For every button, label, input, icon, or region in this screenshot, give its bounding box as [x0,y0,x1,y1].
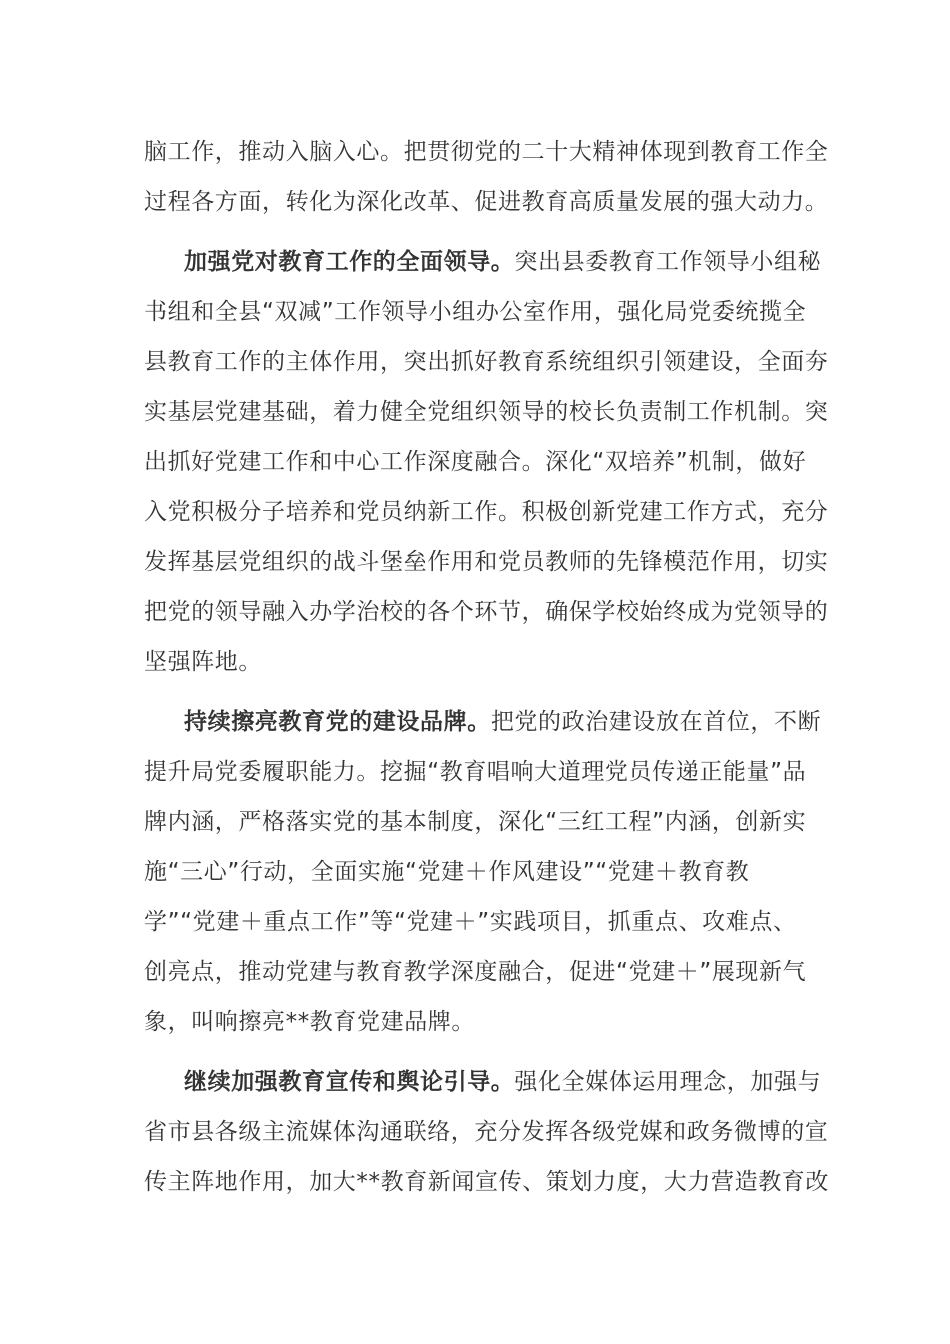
text-line: 把党的领导融入办学治校的各个环节，确保学校始终成为党领导的 [144,599,829,625]
paragraph-heading: 持续擦亮教育党的建设品牌。 [184,709,491,735]
text-line: 施“三心”行动，全面实施“党建＋作风建设”“党建＋教育教 [144,859,750,885]
text-line: 坚强阵地。 [144,649,262,675]
paragraph-publicity [144,1057,829,1207]
text-line: 学”“党建＋重点工作”等“党建＋”实践项目，抓重点、攻难点、 [144,909,797,935]
text-line: 创亮点，推动党建与教育教学深度融合，促进“党建＋”展现新气 [144,959,807,985]
paragraph-heading: 加强党对教育工作的全面领导。 [184,249,515,275]
text-line: 象，叫响擦亮**教育党建品牌。 [144,1009,475,1035]
text-line: 提升局党委履职能力。挖掘“教育唱响大道理党员传递正能量”品 [144,759,807,785]
text-line: 传主阵地作用，加大**教育新闻宣传、策划力度，大力营造教育改 [144,1169,829,1195]
text-line [144,697,824,747]
text-line: 脑工作，推动入脑入心。把贯彻党的二十大精神体现到教育工作全 [144,139,829,165]
text-line: 过程各方面，转化为深化改革、促进教育高质量发展的强大动力。 [144,189,829,215]
text-line: 县教育工作的主体作用，突出抓好教育系统组织引领建设，全面夯 [144,349,829,375]
text-line [144,1057,824,1107]
paragraph-heading: 继续加强教育宣传和舆论引导。 [184,1069,515,1095]
paragraph-text: 把党的政治建设放在首位，不断 [490,709,822,735]
paragraph-text: 强化全媒体运用理念，加强与 [514,1069,822,1095]
paragraph-text: 突出县委教育工作领导小组秘 [514,249,822,275]
text-line: 省市县各级主流媒体沟通联络，充分发挥各级党媒和政务微博的宣 [144,1119,829,1145]
text-line: 牌内涵，严格落实党的基本制度，深化“三红工程”内涵，创新实 [144,809,807,835]
paragraph-continued [144,127,829,227]
document-page [144,127,829,1207]
paragraph-party-leadership [144,237,829,687]
paragraph-party-brand [144,697,824,1047]
text-line [144,237,824,287]
text-line: 实基层党建基础，着力健全党组织领导的校长负责制工作机制。突 [144,399,829,425]
text-line: 出抓好党建工作和中心工作深度融合。深化“双培养”机制，做好 [144,449,807,475]
text-line: 入党积极分子培养和党员纳新工作。积极创新党建工作方式，充分 [144,499,829,525]
text-line: 书组和全县“双减”工作领导小组办公室作用，强化局党委统揽全 [144,299,807,325]
text-line: 发挥基层党组织的战斗堡垒作用和党员教师的先锋模范作用，切实 [144,549,829,575]
